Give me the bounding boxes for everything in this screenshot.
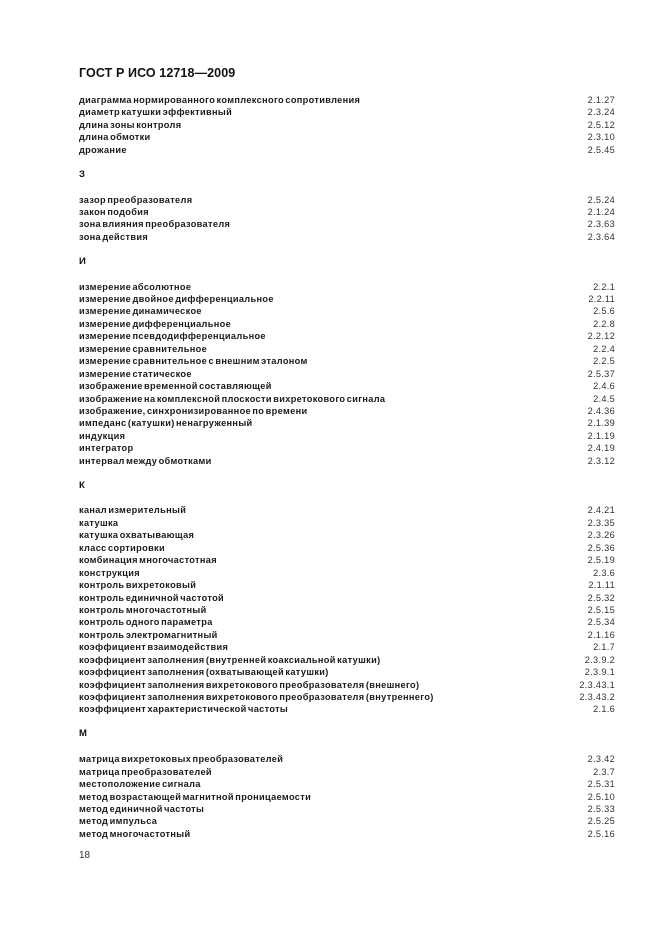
index-reference-number: 2.5.37 <box>587 368 615 379</box>
index-reference-number: 2.1.6 <box>593 704 615 715</box>
document-header: ГОСТ Р ИСО 12718—2009 <box>79 66 236 80</box>
index-entry <box>79 455 615 467</box>
index-reference-number: 2.5.19 <box>587 555 615 566</box>
index-reference-number: 2.3.42 <box>587 754 615 765</box>
index-reference-number: 2.2.4 <box>593 343 615 354</box>
index-term: катушка охватывающая <box>79 530 195 541</box>
index-entry <box>79 305 615 317</box>
index-term: метод импульса <box>79 816 158 827</box>
index-term: измерение динамическое <box>79 306 202 317</box>
index-reference-number: 2.2.12 <box>587 331 615 342</box>
index-term: местоположение сигнала <box>79 779 201 790</box>
index-entry <box>79 442 615 454</box>
index-entry <box>79 554 615 566</box>
index-reference-number: 2.5.16 <box>587 828 615 839</box>
index-entry <box>79 679 615 691</box>
index-term: индукция <box>79 430 126 441</box>
index-term: матрица вихретоковых преобразователей <box>79 754 284 765</box>
index-reference-number: 2.3.12 <box>587 455 615 466</box>
index-term: измерение абсолютное <box>79 281 192 292</box>
index-term: контроль многочастотный <box>79 604 207 615</box>
index-term: контроль единичной частотой <box>79 592 225 603</box>
index-reference-number: 2.3.7 <box>593 766 615 777</box>
index-content <box>79 94 615 840</box>
index-term: контроль одного параметра <box>79 617 213 628</box>
index-entry <box>79 629 615 641</box>
index-term: зона действия <box>79 231 149 242</box>
index-entry <box>79 343 615 355</box>
index-entry <box>79 778 615 790</box>
index-entry <box>79 766 615 778</box>
index-term: метод единичной частоты <box>79 803 205 814</box>
index-reference-number: 2.2.1 <box>593 281 615 292</box>
index-reference-number: 2.1.11 <box>588 580 615 591</box>
index-entry <box>79 330 615 342</box>
index-entry <box>79 106 615 118</box>
index-term: комбинация многочастотная <box>79 555 217 566</box>
index-entry <box>79 368 615 380</box>
index-reference-number: 2.3.6 <box>593 567 615 578</box>
index-entry <box>79 206 615 218</box>
index-entry <box>79 691 615 703</box>
index-term: коэффициент заполнения (охватывающей катушки) <box>79 667 329 678</box>
index-entry <box>79 616 615 628</box>
index-entry <box>79 517 615 529</box>
index-reference-number: 2.2.5 <box>593 356 615 367</box>
index-reference-number: 2.1.27 <box>587 95 615 105</box>
index-reference-number: 2.3.26 <box>587 530 615 541</box>
index-term: изображение на комплексной плоскости вихретокового сигнала <box>79 393 386 404</box>
index-reference-number: 2.3.43.2 <box>579 692 615 702</box>
section-letter-heading: К <box>79 479 85 491</box>
index-reference-number: 2.4.21 <box>587 505 615 516</box>
index-reference-number: 2.5.34 <box>587 617 615 628</box>
index-entry <box>79 567 615 579</box>
index-entry <box>79 592 615 604</box>
index-entry <box>79 119 615 131</box>
index-term: коэффициент заполнения (внутренней коаксиальной катушки) <box>79 654 381 665</box>
index-entry <box>79 131 615 143</box>
index-reference-number: 2.1.39 <box>587 418 615 429</box>
index-term: контроль вихретоковый <box>79 580 197 591</box>
page-number: 18 <box>79 850 91 861</box>
index-reference-number: 2.3.64 <box>587 231 615 242</box>
index-entry <box>79 218 615 230</box>
index-term: коэффициент заполнения вихретокового преобразователя (внешнего) <box>79 679 420 690</box>
index-entry <box>79 791 615 803</box>
index-reference-number: 2.5.36 <box>587 542 615 553</box>
index-term: измерение сравнительное <box>79 343 208 354</box>
index-entry <box>79 94 615 106</box>
index-term: измерение сравнительное с внешним эталоном <box>79 356 308 367</box>
index-term: диаграмма нормированного комплексного сопротивления <box>79 95 361 105</box>
index-term: интегратор <box>79 443 134 454</box>
index-entry <box>79 604 615 616</box>
index-reference-number: 2.1.19 <box>587 430 615 441</box>
index-reference-number: 2.5.45 <box>587 144 615 155</box>
index-reference-number: 2.1.24 <box>587 206 615 217</box>
index-reference-number: 2.1.16 <box>587 629 615 640</box>
index-reference-number: 2.5.33 <box>587 803 615 814</box>
index-reference-number: 2.3.9.2 <box>584 654 615 665</box>
index-term: метод многочастотный <box>79 828 191 839</box>
index-entry <box>79 542 615 554</box>
index-term: класс сортировки <box>79 542 166 553</box>
index-reference-number: 2.3.63 <box>587 219 615 230</box>
index-term: измерение дифференциальное <box>79 318 232 329</box>
index-term: длина обмотки <box>79 132 151 143</box>
index-term: изображение временной составляющей <box>79 381 272 392</box>
index-term: закон подобия <box>79 206 149 217</box>
index-term: импеданс (катушки) ненагруженный <box>79 418 253 429</box>
index-entry <box>79 380 615 392</box>
index-entry <box>79 579 615 591</box>
index-term: контроль электромагнитный <box>79 629 218 640</box>
index-entry <box>79 281 615 293</box>
section-letter-heading: М <box>79 728 87 740</box>
index-reference-number: 2.2.8 <box>593 318 615 329</box>
index-term: коэффициент характеристической частоты <box>79 704 289 715</box>
index-term: коэффициент заполнения вихретокового преобразователя (внутреннего) <box>79 692 434 702</box>
index-reference-number: 2.4.5 <box>593 393 615 404</box>
section-letter-heading: И <box>79 255 86 267</box>
index-term: метод возрастающей магнитной проницаемости <box>79 791 312 802</box>
section-letter-heading: З <box>79 168 85 180</box>
index-entry <box>79 703 615 715</box>
index-entry <box>79 144 615 156</box>
index-reference-number: 2.5.15 <box>587 604 615 615</box>
index-entry <box>79 641 615 653</box>
index-term: измерение статическое <box>79 368 192 379</box>
index-reference-number: 2.3.10 <box>587 132 615 143</box>
index-entry <box>79 815 615 827</box>
index-reference-number: 2.3.35 <box>587 517 615 528</box>
index-entry <box>79 666 615 678</box>
index-reference-number: 2.5.31 <box>587 779 615 790</box>
index-term: диаметр катушки эффективный <box>79 107 233 118</box>
index-term: измерение псевдодифференциальное <box>79 331 266 342</box>
index-entry <box>79 753 615 765</box>
index-entry <box>79 194 615 206</box>
index-reference-number: 2.3.24 <box>587 107 615 118</box>
index-term: интервал между обмотками <box>79 455 212 466</box>
index-entry <box>79 504 615 516</box>
index-reference-number: 2.3.9.1 <box>584 667 615 678</box>
index-term: коэффициент взаимодействия <box>79 642 229 653</box>
index-entry <box>79 417 615 429</box>
index-reference-number: 2.5.25 <box>587 816 615 827</box>
index-term: дрожание <box>79 144 127 155</box>
index-entry <box>79 355 615 367</box>
index-term: матрица преобразователей <box>79 766 212 777</box>
index-term: измерение двойное дифференциальное <box>79 294 274 304</box>
index-reference-number: 2.4.6 <box>593 381 615 392</box>
index-reference-number: 2.4.36 <box>587 405 615 416</box>
index-reference-number: 2.5.24 <box>587 194 615 205</box>
index-entry <box>79 654 615 666</box>
index-term: конструкция <box>79 567 140 578</box>
index-reference-number: 2.1.7 <box>593 642 615 653</box>
index-entry <box>79 405 615 417</box>
index-entry <box>79 293 615 305</box>
index-term: изображение, синхронизированное по времени <box>79 405 308 416</box>
index-entry <box>79 231 615 243</box>
index-entry <box>79 828 615 840</box>
index-entry <box>79 393 615 405</box>
index-term: катушка <box>79 517 119 528</box>
index-entry <box>79 803 615 815</box>
index-reference-number: 2.3.43.1 <box>579 679 615 690</box>
index-reference-number: 2.5.10 <box>587 791 615 802</box>
index-entry <box>79 529 615 541</box>
index-term: зазор преобразователя <box>79 194 193 205</box>
index-reference-number: 2.5.6 <box>593 306 615 317</box>
index-reference-number: 2.2.11 <box>588 294 615 304</box>
index-entry <box>79 430 615 442</box>
index-term: зона влияния преобразователя <box>79 219 231 230</box>
index-reference-number: 2.5.12 <box>587 119 615 130</box>
index-term: канал измерительный <box>79 505 187 516</box>
index-entry <box>79 318 615 330</box>
index-term: длина зоны контроля <box>79 119 182 130</box>
index-reference-number: 2.4.19 <box>587 443 615 454</box>
index-reference-number: 2.5.32 <box>587 592 615 603</box>
